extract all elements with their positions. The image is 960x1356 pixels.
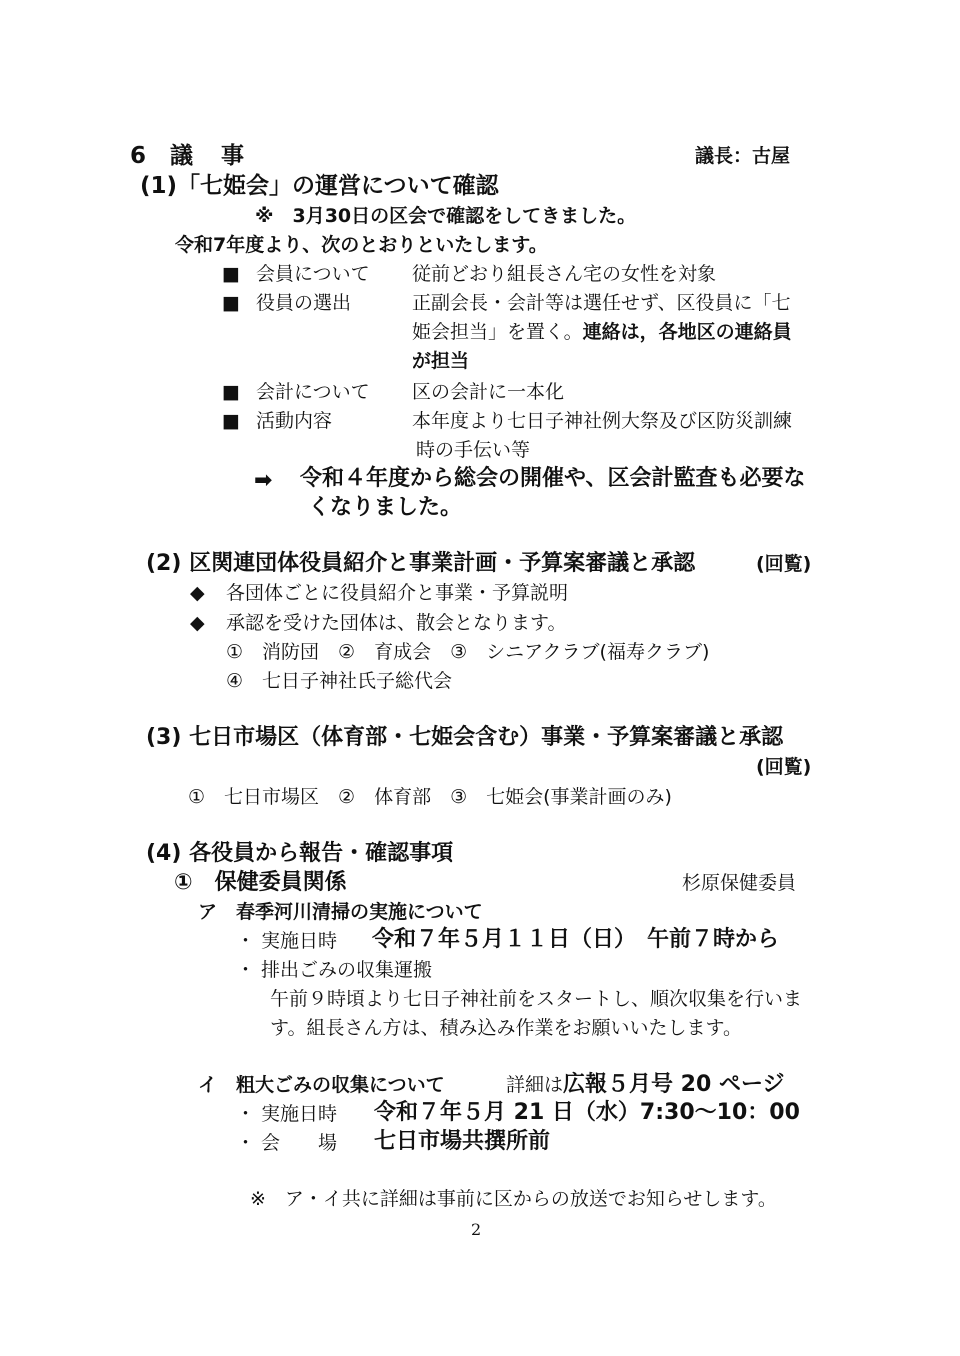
item-desc: 時の手伝い等 [416,439,531,461]
conclusion-text: くなりました。 [308,495,463,520]
group-list: ④ 七日子神社氏子総代会 [226,670,453,692]
detail-reference: 詳細は広報５月号 20 ページ [506,1072,785,1097]
square-bullet-icon: ■ [222,263,240,285]
collection-text: す。組長さん方は、積み込み作業をお願いいたします。 [270,1017,742,1039]
arrow-right-icon: ➡ [254,468,273,493]
date-value: 令和７年５月 21 日（水）7:30〜10：00 [374,1100,800,1125]
collection-text: 午前９時頃より七日子神社前をスタートし、順次収集を行いま [270,988,803,1010]
page-number: 2 [471,1220,482,1239]
subsection-title: ① 保健委員関係 [174,870,347,895]
section-1-note: ※ 3月30日の区会で確認をしてきました。 [255,205,637,227]
item-label: 会員について [256,263,370,285]
section-1-intro: 令和7年度より、次のとおりといたします。 [175,234,548,256]
item-desc: が担当 [412,350,470,372]
venue-value: 七日市場共撰所前 [374,1129,551,1154]
square-bullet-icon: ■ [222,381,240,403]
section-1-title: (1)「七姫会」の運営について確認 [140,173,499,199]
square-bullet-icon: ■ [222,292,240,314]
item-a-title: ア 春季河川清掃の実施について [198,901,483,923]
circulation-tag: (回覧) [756,553,812,575]
collection-label: ・ 排出ごみの収集運搬 [236,959,433,981]
date-value: 令和７年５月１１日（日） 午前７時から [372,927,780,952]
date-label: ・ 実施日時 [236,1103,338,1125]
conclusion-text: 令和４年度から総会の開催や、区会計監査も必要な [300,466,806,491]
footnote: ※ ア・イ共に詳細は事前に区からの放送でお知らせします。 [250,1188,777,1210]
date-label: ・ 実施日時 [236,930,338,952]
section-4-title: (4) 各役員から報告・確認事項 [146,841,454,866]
section-3-title: (3) 七日市場区（体育部・七姫会含む）事業・予算案審議と承認 [146,725,784,750]
section-2-title: (2) 区関連団体役員紹介と事業計画・予算案審議と承認 [146,551,696,576]
page-heading: 議 事 [170,143,255,169]
section-number: 6 [130,143,147,169]
bullet-text: 各団体ごとに役員紹介と事業・予算説明 [226,582,569,604]
item-label: 役員の選出 [256,292,352,314]
item-b-title: イ 粗大ごみの収集について [198,1074,445,1096]
item-label: 会計について [256,381,370,403]
responsible-person: 杉原保健委員 [682,872,797,894]
item-label: 活動内容 [256,410,333,432]
item-desc: 正副会長・会計等は選任せず、区役員に「七 [412,292,791,314]
item-desc: 従前どおり組長さん宅の女性を対象 [412,263,717,285]
diamond-bullet-icon: ◆ [190,582,205,604]
org-list: ① 七日市場区 ② 体育部 ③ 七姫会(事業計画のみ) [188,786,672,808]
bullet-text: 承認を受けた団体は、散会となります。 [226,612,567,634]
circulation-tag: (回覧) [756,756,812,778]
item-desc: 姫会担当」を置く。連絡は，各地区の連絡員 [412,321,792,343]
square-bullet-icon: ■ [222,410,240,432]
group-list: ① 消防団 ② 育成会 ③ シニアクラブ(福寿クラブ) [226,641,710,663]
item-desc: 区の会計に一本化 [412,381,565,403]
diamond-bullet-icon: ◆ [190,612,205,634]
chair-label: 議長：古屋 [695,145,791,167]
item-desc: 本年度より七日子神社例大祭及び区防災訓練 [412,410,793,432]
venue-label: ・ 会 場 [236,1132,338,1154]
